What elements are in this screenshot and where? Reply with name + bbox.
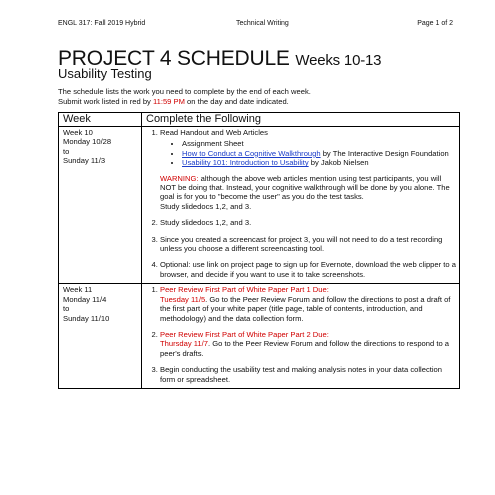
task-1-title: Read Handout and Web Articles [160, 128, 268, 137]
intro-text [58, 87, 458, 107]
week-11-tasks [142, 284, 460, 389]
usability-101-link[interactable]: Usability 101: Introduction to Usability [182, 158, 309, 168]
page-number: Page 1 of 2 [417, 20, 453, 27]
table-row-week-11 [59, 284, 460, 389]
week-11-end: Sunday 11/10 [63, 313, 110, 323]
table-header-row [59, 113, 460, 127]
task-usability-test: Begin conducting the usability test and making analysis notes in your data collection form or spreadsheet. [160, 365, 442, 384]
intro-line-2-pre: Submit work listed in red by [58, 97, 153, 106]
usability-101-source: by Jakob Nielsen [308, 158, 369, 168]
week-11-start: Monday 11/4 [63, 294, 107, 304]
intro-line-2-post: on the day and date indicated. [184, 97, 289, 106]
task-4-text: Optional: use link on project page to sign up for Evernote, download the web clipper to a browser, and decide if you want to use it to take screenshots. [160, 260, 456, 279]
page-header [58, 20, 453, 32]
list-item [182, 158, 456, 167]
column-header-week: Week [59, 113, 142, 127]
schedule-table [58, 112, 460, 389]
peer-review-2-heading: 2. Peer Review First Part of White Paper Part 2 Due: [160, 329, 329, 339]
title-weeks: Weeks 10-13 [295, 52, 382, 69]
course-label: ENGL 317: Fall 2019 Hybrid [58, 20, 146, 27]
week-11-task-list [146, 285, 456, 384]
peer-review-1-text: . Go to the Peer Review Forum and follow the directions to post a draft of the first part of your white paper (title page, table of contents, introduction, and methodology) and the data collection form. [160, 294, 451, 323]
list-item [182, 149, 456, 158]
page-subtitle: Usability Testing [58, 66, 152, 81]
warning-note [160, 174, 456, 212]
list-item [160, 235, 456, 254]
warning-text: although the above web articles mention using test participants, you will NOT be doing that. Instead, your cognitive walkthrough will be done by you alone. The goal is for you to "become the user" as you do the test tasks. [160, 173, 450, 202]
week-10-to: to [63, 146, 70, 156]
list-item [160, 330, 456, 358]
task-2-text: Study slidedocs 1,2, and 3. [160, 218, 252, 228]
week-11-to: to [63, 304, 70, 314]
week-11-cell [59, 284, 142, 389]
list-item [160, 285, 456, 323]
title-main: PROJECT 4 SCHEDULE [58, 47, 290, 70]
table-row-week-10 [59, 127, 460, 284]
list-item [160, 365, 456, 384]
reading-list [160, 139, 456, 167]
deadline-time: 11:59 PM [152, 97, 185, 106]
course-title: Technical Writing [236, 20, 289, 27]
week-10-cell [59, 127, 142, 284]
peer-review-2-date: Thursday 11/7 [160, 339, 208, 349]
week-10-tasks [142, 127, 460, 284]
week-11-label: Week 11 [63, 285, 93, 295]
week-10-label: Week 10 [63, 128, 93, 137]
task-3-text: Since you created a screencast for project 3, you will not need to do a test recording unless you choose a different screencasting tool. [160, 234, 443, 254]
list-item [160, 218, 456, 227]
list-item [182, 139, 456, 148]
peer-review-1-heading: 1. Peer Review First Part of White Paper Part 1 Due: [160, 285, 329, 295]
column-header-tasks: Complete the Following [142, 113, 460, 127]
intro-line-1: The schedule lists the work you need to complete by the end of each week. [58, 87, 311, 96]
week-10-task-list [146, 128, 456, 279]
cognitive-walkthrough-source: by The Interactive Design Foundation [320, 148, 449, 158]
list-item [160, 128, 456, 211]
warning-study: Study slidedocs 1,2, and 3. [160, 201, 252, 211]
cognitive-walkthrough-link[interactable]: How to Conduct a Cognitive Walkthrough [182, 148, 321, 158]
week-10-end: Sunday 11/3 [63, 156, 106, 166]
week-10-start: Monday 10/28 [63, 137, 112, 147]
warning-label: WARNING: [160, 173, 199, 183]
assignment-sheet-label: Assignment Sheet [182, 139, 244, 149]
peer-review-2-text: . Go to the Peer Review Forum and follow the directions to respond to a peer's drafts. [160, 339, 450, 358]
list-item [160, 260, 456, 279]
peer-review-1-date: Tuesday 11/5 [160, 294, 206, 304]
